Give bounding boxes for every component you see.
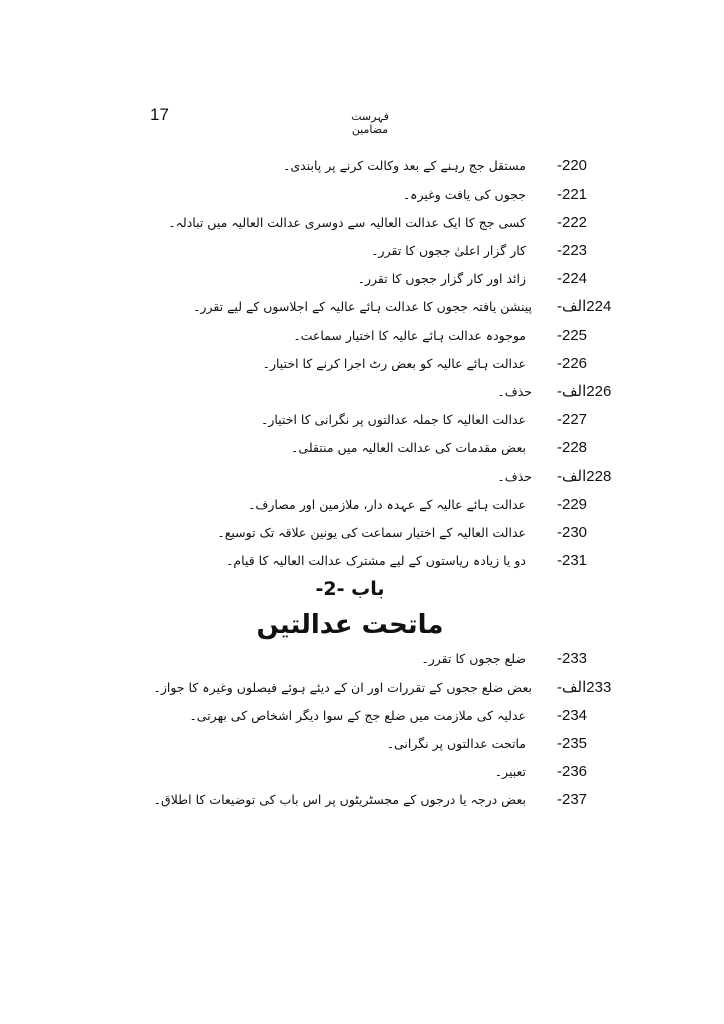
entry-number: -234 (557, 707, 588, 724)
entry-text: حذف۔ (497, 469, 532, 484)
entry-number: 228الف- (557, 468, 612, 485)
entry-number: -224 (557, 270, 588, 287)
entry-number: -227 (557, 411, 588, 428)
entry-text: پینشن یافتہ ججوں کا عدالت ہائے عالیہ کے اجلاسوں کے لیے تقرر۔ (193, 299, 532, 314)
entry-number: -237 (557, 791, 588, 808)
entry-text: عدالت ہائے عالیہ کو بعض رٹ اجرا کرنے کا اختیار۔ (262, 356, 526, 371)
entry-text: بعض ضلع ججوں کے تقررات اور ان کے دیئے ہوئے فیصلوں وغیرہ کا جواز۔ (153, 680, 532, 695)
toc-entry (150, 212, 600, 236)
toc-entry (150, 677, 612, 701)
toc-entry (150, 648, 600, 672)
entry-number: -229 (557, 496, 588, 513)
toc-entry (150, 353, 600, 377)
toc-entry (150, 522, 600, 546)
toc-entry (150, 184, 600, 208)
entry-text: عدالت ہائے عالیہ کے عہدہ دار، ملازمین اور مصارف۔ (248, 497, 526, 512)
entry-number: -230 (557, 524, 588, 541)
toc-entry (150, 705, 600, 729)
toc-entry (150, 761, 600, 785)
entry-number: 224الف- (557, 298, 612, 315)
entry-text: بعض درجہ یا درجوں کے مجسٹریٹوں پر اس باب کی توضیعات کا اطلاق۔ (153, 792, 526, 807)
toc-entry (150, 155, 600, 179)
entry-number: -220 (557, 157, 588, 174)
entry-text: ججوں کی یافت وغیرہ۔ (402, 187, 526, 202)
entry-text: بعض مقدمات کی عدالت العالیہ میں منتقلی۔ (291, 440, 526, 455)
entry-text: حذف۔ (497, 384, 532, 399)
entry-number: 226الف- (557, 383, 612, 400)
entry-text: کار گزار اعلیٰ ججوں کا تقرر۔ (371, 243, 526, 258)
entry-text: تعبیر۔ (494, 764, 526, 779)
toc-entry (150, 437, 600, 461)
chapter-label: باب -2- (315, 578, 385, 600)
toc-entry (150, 466, 612, 490)
entry-text: دو یا زیادہ ریاستوں کے لیے مشترک عدالت العالیہ کا قیام۔ (226, 553, 526, 568)
entry-text: عدالت العالیہ کے اختیار سماعت کی یونین علاقہ تک توسیع۔ (217, 525, 526, 540)
toc-entry (150, 550, 600, 574)
entry-number: -222 (557, 214, 588, 231)
entry-text: ضلع ججوں کا تقرر۔ (421, 651, 526, 666)
toc-entry (150, 494, 600, 518)
toc-entry (150, 409, 600, 433)
entry-text: مستقل جج رہنے کے بعد وکالت کرنے پر پابندی۔ (283, 158, 526, 173)
toc-entry (150, 325, 600, 349)
entry-number: -233 (557, 650, 588, 667)
entry-number: -226 (557, 355, 588, 372)
entry-text: ماتحت عدالتوں پر نگرانی۔ (386, 736, 526, 751)
chapter-title: ماتحت عدالتیں (256, 610, 444, 640)
toc-entry (150, 296, 612, 320)
toc-entry (150, 268, 600, 292)
entry-number: -223 (557, 242, 588, 259)
toc-entry (150, 789, 600, 813)
entry-number: 233الف- (557, 679, 612, 696)
entry-text: کسی جج کا ایک عدالت العالیہ سے دوسری عدالت العالیہ میں تبادلہ۔ (168, 215, 526, 230)
entry-text: موجودہ عدالت ہائے عالیہ کا اختیار سماعت۔ (293, 328, 526, 343)
entry-number: -221 (557, 186, 588, 203)
entry-text: زائد اور کار گزار ججوں کا تقرر۔ (357, 271, 526, 286)
entry-text: عدلیہ کی ملازمت میں ضلع جج کے سوا دیگر اشخاص کی بھرتی۔ (189, 708, 526, 723)
page-number: 17 (150, 105, 169, 124)
entry-number: -235 (557, 735, 588, 752)
entry-number: -236 (557, 763, 588, 780)
header-title: فہرست مضامین (351, 110, 389, 136)
entry-text: عدالت العالیہ کا جملہ عدالتوں پر نگرانی کا اختیار۔ (261, 412, 526, 427)
entry-number: -231 (557, 552, 588, 569)
toc-entry (150, 240, 600, 264)
toc-entry (150, 381, 612, 405)
entry-number: -228 (557, 439, 588, 456)
toc-entry (150, 733, 600, 757)
entry-number: -225 (557, 327, 588, 344)
